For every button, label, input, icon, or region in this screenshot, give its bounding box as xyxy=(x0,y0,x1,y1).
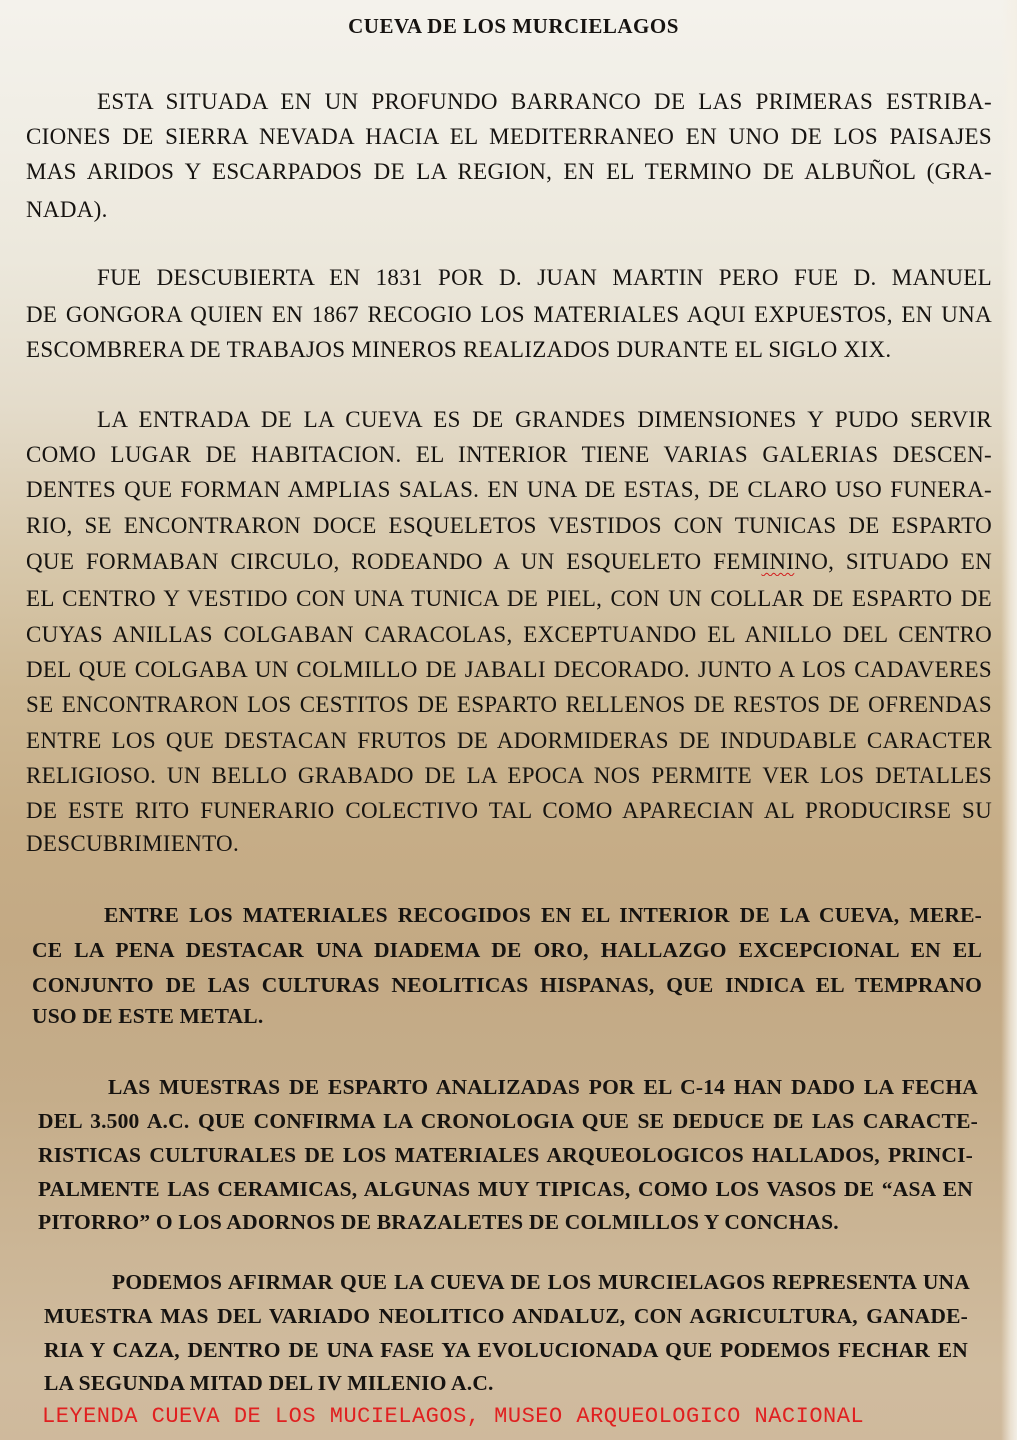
text-line: DENTES QUE FORMAN AMPLIAS SALAS. EN UNA DE ESTAS, DE CLARO USO FUNERA- xyxy=(26,477,992,502)
text-line: LAS MUESTRAS DE ESPARTO ANALIZADAS POR EL C-14 HAN DADO LA FECHA xyxy=(108,1075,978,1099)
text-line: ENTRE LOS MATERIALES RECOGIDOS EN EL INTERIOR DE LA CUEVA, MERE- xyxy=(104,903,982,927)
text-line: ESTA SITUADA EN UN PROFUNDO BARRANCO DE LAS PRIMERAS ESTRIBA- xyxy=(97,89,992,114)
text-line: RELIGIOSO. UN BELLO GRABADO DE LA EPOCA NOS PERMITE VER LOS DETALLES xyxy=(26,763,992,788)
text-line: NADA). xyxy=(26,197,108,222)
text-line: ENTRE LOS QUE DESTACAN FRUTOS DE ADORMIDERAS DE INDUDABLE CARACTER xyxy=(26,728,992,753)
text-line: DESCUBRIMIENTO. xyxy=(26,831,240,856)
text-line: USO DE ESTE METAL. xyxy=(32,1004,264,1028)
text-line: PITORRO” O LOS ADORNOS DE BRAZALETES DE COLMILLOS Y CONCHAS. xyxy=(38,1210,839,1234)
text-line: DEL QUE COLGABA UN COLMILLO DE JABALI DECORADO. JUNTO A LOS CADAVERES xyxy=(26,657,992,682)
text-line: CE LA PENA DESTACAR UNA DIADEMA DE ORO, HALLAZGO EXCEPCIONAL EN EL xyxy=(32,938,982,962)
text-line: QUE FORMABAN CIRCULO, RODEANDO A UN ESQUELETO FEMININO, SITUADO EN xyxy=(26,549,992,574)
text-line: CONJUNTO DE LAS CULTURAS NEOLITICAS HISPANAS, QUE INDICA EL TEMPRANO xyxy=(32,973,982,997)
text-line: RIA Y CAZA, DENTRO DE UNA FASE YA EVOLUCIONADA QUE PODEMOS FECHAR EN xyxy=(44,1338,968,1362)
text-line: PODEMOS AFIRMAR QUE LA CUEVA DE LOS MURCIELAGOS REPRESENTA UNA xyxy=(112,1270,970,1294)
photo-caption: LEYENDA CUEVA DE LOS MUCIELAGOS, MUSEO ARQUEOLOGICO NACIONAL xyxy=(42,1404,865,1429)
text-line: PALMENTE LAS CERAMICAS, ALGUNAS MUY TIPICAS, COMO LOS VASOS DE “ASA EN xyxy=(38,1177,973,1201)
text-line: MUESTRA MAS DEL VARIADO NEOLITICO ANDALUZ, CON AGRICULTURA, GANADE- xyxy=(44,1304,968,1328)
text-line: MAS ARIDOS Y ESCARPADOS DE LA REGION, EN EL TERMINO DE ALBUÑOL (GRA- xyxy=(26,159,992,184)
text-line: CUYAS ANILLAS COLGABAN CARACOLAS, EXCEPTUANDO EL ANILLO DEL CENTRO xyxy=(26,622,992,647)
text-line: DE ESTE RITO FUNERARIO COLECTIVO TAL COMO APARECIAN AL PRODUCIRSE SU xyxy=(26,798,992,823)
text-line: DEL 3.500 A.C. QUE CONFIRMA LA CRONOLOGIA QUE SE DEDUCE DE LAS CARACTE- xyxy=(38,1109,978,1133)
text-line: SE ENCONTRARON LOS CESTITOS DE ESPARTO RELLENOS DE RESTOS DE OFRENDAS xyxy=(26,692,992,717)
text-line: LA SEGUNDA MITAD DEL IV MILENIO A.C. xyxy=(44,1371,494,1395)
text-line: RIO, SE ENCONTRARON DOCE ESQUELETOS VESTIDOS CON TUNICAS DE ESPARTO xyxy=(26,513,992,538)
text-line: CIONES DE SIERRA NEVADA HACIA EL MEDITERRANEO EN UNO DE LOS PAISAJES xyxy=(26,124,992,149)
spellcheck-underline: INI xyxy=(761,549,795,574)
text-line: EL CENTRO Y VESTIDO CON UNA TUNICA DE PIEL, CON UN COLLAR DE ESPARTO DE xyxy=(26,586,992,611)
text-line: FUE DESCUBIERTA EN 1831 POR D. JUAN MARTIN PERO FUE D. MANUEL xyxy=(97,265,992,290)
text-line: COMO LUGAR DE HABITACION. EL INTERIOR TIENE VARIAS GALERIAS DESCEN- xyxy=(26,442,992,467)
text-line: RISTICAS CULTURALES DE LOS MATERIALES ARQUEOLOGICOS HALLADOS, PRINCI- xyxy=(38,1143,973,1167)
frame-edge xyxy=(1001,0,1017,1440)
text-line: LA ENTRADA DE LA CUEVA ES DE GRANDES DIMENSIONES Y PUDO SERVIR xyxy=(97,407,992,432)
text-line: ESCOMBRERA DE TRABAJOS MINEROS REALIZADOS DURANTE EL SIGLO XIX. xyxy=(26,337,892,362)
text-line: DE GONGORA QUIEN EN 1867 RECOGIO LOS MATERIALES AQUI EXPUESTOS, EN UNA xyxy=(26,302,992,327)
document-title: CUEVA DE LOS MURCIELAGOS xyxy=(348,14,679,38)
